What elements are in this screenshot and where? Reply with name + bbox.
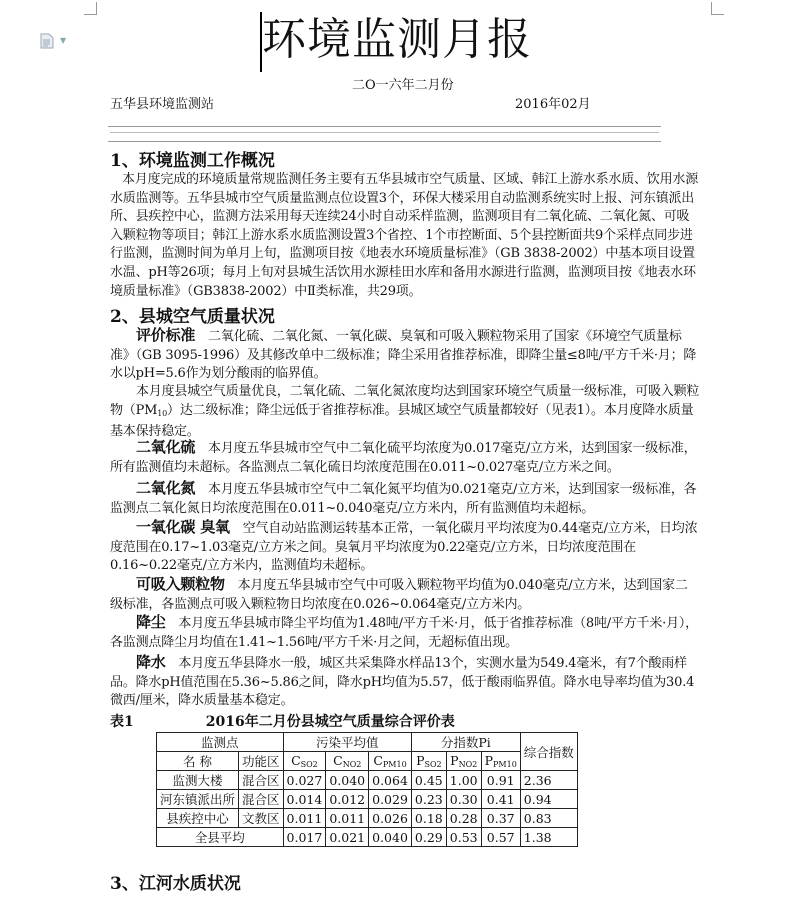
row-name: 河东镇派出所 — [157, 790, 239, 809]
sub-so2: SO2 — [300, 760, 318, 769]
table-subheader-row — [157, 752, 578, 771]
row-p-so2: 0.23 — [411, 790, 446, 809]
header-zone: 功能区 — [239, 752, 284, 771]
table-row — [157, 790, 578, 809]
dust-paragraph — [110, 613, 700, 652]
table-row — [157, 771, 578, 790]
row-zone: 混合区 — [239, 771, 284, 790]
margin-corner-mark-left — [84, 2, 97, 15]
table-number: 表1 — [110, 714, 134, 730]
sub-no2: NO2 — [458, 760, 478, 769]
row-c-no2: 0.040 — [326, 771, 369, 790]
no2-paragraph — [110, 479, 700, 518]
header-p-so2: $P_{SO2}$ — [411, 752, 446, 771]
row-p-so2: 0.45 — [411, 771, 446, 790]
no2-body: 本月度五华县城市空气中二氧化氮平均值为0.021毫克/立方米，达到国家一级标准，各监测点二氧化氮日均浓度范围在0.011~0.040毫克/立方米内，所有监测值均未超标。 — [110, 482, 697, 516]
header-divider — [108, 126, 661, 142]
dust-label: 降尘 — [136, 613, 166, 631]
co-o3-paragraph — [110, 518, 700, 576]
no2-label: 二氧化氮 — [136, 479, 196, 497]
row-p-pm10: 0.41 — [481, 790, 520, 809]
avg-total: 1.38 — [520, 828, 577, 847]
row-c-no2: 0.011 — [326, 809, 369, 828]
summary-paragraph — [110, 383, 700, 442]
sub-so2: SO2 — [424, 760, 442, 769]
air-quality-table — [156, 732, 578, 847]
row-c-pm10: 0.029 — [369, 790, 412, 809]
report-month: 2016年02月 — [515, 97, 591, 112]
pm10-paragraph — [110, 575, 700, 614]
section-heading-3: 3、江河水质状况 — [110, 874, 241, 894]
summary-subscript: 10 — [157, 408, 168, 418]
table-caption — [110, 711, 455, 731]
dust-body: 本月度五华县城市降尘平均值为1.48吨/平方千米·月，低于省推荐标准（8吨/平方千米·月），各监测点降尘月均值在1.41~1.56吨/平方千米·月之间，无超标值出现。 — [110, 616, 698, 650]
section-heading-2: 2、县城空气质量状况 — [110, 307, 275, 327]
co-o3-label: 一氧化碳 臭氧 — [136, 518, 230, 536]
avg-p-no2: 0.53 — [446, 828, 481, 847]
station-name: 五华县环境监测站 — [110, 97, 215, 112]
header-p-pm10: $P_{PM10}$ — [481, 752, 520, 771]
criteria-paragraph — [110, 326, 700, 384]
sub-pm10: PM10 — [382, 760, 407, 769]
row-p-no2: 0.28 — [446, 809, 481, 828]
pm10-label: 可吸入颗粒物 — [136, 575, 225, 593]
row-c-no2: 0.012 — [326, 790, 369, 809]
pm10-body: 本月度五华县城市空气中可吸入颗粒物平均值为0.040毫克/立方米，达到国家二级标准，各监测点可吸入颗粒物日均浓度在0.026~0.064毫克/立方米内。 — [110, 578, 688, 612]
header-c-pm10: $C_{PM10}$ — [369, 752, 412, 771]
summary-text-a: 本月度县城空气质量优良，二氧化硫、二氧化氮浓度均达到国家环境空气质量一级标准，可吸入颗粒物（PM — [110, 384, 700, 418]
so2-label: 二氧化硫 — [136, 438, 196, 456]
row-total: 2.36 — [520, 771, 577, 790]
row-p-no2: 0.30 — [446, 790, 481, 809]
criteria-label: 评价标准 — [136, 326, 196, 344]
row-c-so2: 0.027 — [283, 771, 326, 790]
row-c-so2: 0.014 — [283, 790, 326, 809]
co-o3-body: 空气自动站监测运转基本正常，一氧化碳月平均浓度为0.44毫克/立方米，日均浓度范围在0.17~1.03毫克/立方米之间。臭氧月平均浓度为0.22毫克/立方米，日均浓度范围在0.16~0.22毫克/立方米内，监测值均未超标。 — [110, 521, 698, 574]
header-c-so2: $C_{SO2}$ — [283, 752, 326, 771]
margin-corner-mark-right — [711, 2, 724, 15]
so2-paragraph — [110, 438, 700, 477]
so2-body: 本月度五华县城市空气中二氧化硫平均浓度为0.017毫克/立方米，达到国家一级标准，所有监测值均未超标。各监测点二氧化硫日均浓度范围在0.011~0.027毫克/立方米之间。 — [110, 441, 697, 475]
row-zone: 混合区 — [239, 790, 284, 809]
header-divider-inner — [110, 132, 659, 133]
chevron-down-icon[interactable]: ▼ — [60, 36, 67, 45]
summary-text-b: ）达二级标准；降尘远低于省推荐标准。县城区域空气质量都较好（见表1）。本月度降水质量基本保持稳定。 — [110, 402, 694, 440]
document-icon[interactable] — [40, 33, 54, 49]
avg-p-pm10: 0.57 — [481, 828, 520, 847]
avg-p-so2: 0.29 — [411, 828, 446, 847]
row-c-pm10: 0.026 — [369, 809, 412, 828]
row-p-no2: 1.00 — [446, 771, 481, 790]
header-site: 监测点 — [157, 733, 284, 752]
sub-pm10: PM10 — [493, 760, 517, 769]
row-c-so2: 0.011 — [283, 809, 326, 828]
table-header-row — [157, 733, 578, 752]
table-average-row — [157, 828, 578, 847]
table-title: 2016年二月份县城空气质量综合评价表 — [205, 714, 455, 730]
rain-paragraph — [110, 653, 700, 711]
header-name: 名 称 — [157, 752, 239, 771]
report-title: 环境监测月报 — [262, 14, 532, 65]
rain-label: 降水 — [136, 653, 166, 671]
report-period: 二O一六年二月份 — [352, 78, 454, 93]
criteria-body: 二氧化硫、二氧化氮、一氧化碳、臭氧和可吸入颗粒物采用了国家《环境空气质量标准》（GB 3095-1996）及其修改单中二级标准；降尘采用省推荐标准，即降尘量≤8吨/平方千米·月；降水以pH=5.6作为划分酸雨的临界值。 — [110, 329, 697, 382]
row-p-pm10: 0.91 — [481, 771, 520, 790]
avg-c-so2: 0.017 — [283, 828, 326, 847]
row-p-pm10: 0.37 — [481, 809, 520, 828]
section-heading-1: 1、环境监测工作概况 — [110, 151, 275, 171]
avg-label: 全县平均 — [157, 828, 284, 847]
header-total-index: 综合指数 — [520, 733, 577, 771]
header-p-no2: $P_{NO2}$ — [446, 752, 481, 771]
avg-c-no2: 0.021 — [326, 828, 369, 847]
row-zone: 文教区 — [239, 809, 284, 828]
row-total: 0.94 — [520, 790, 577, 809]
header-concentration: 污染平均值 — [283, 733, 411, 752]
header-c-no2: $C_{NO2}$ — [326, 752, 369, 771]
header-sub-index: 分指数Pi — [411, 733, 520, 752]
sub-no2: NO2 — [342, 760, 362, 769]
row-total: 0.83 — [520, 809, 577, 828]
table-row — [157, 809, 578, 828]
row-c-pm10: 0.064 — [369, 771, 412, 790]
rain-body: 本月度五华县降水一般，城区共采集降水样品13个，实测水量为549.4毫米，有7个酸雨样品。降水pH值范围在5.36~5.86之间，降水pH均值为5.57，低于酸雨临界值。降水电导率均值为30.4微西/厘米，降水质量基本稳定。 — [110, 656, 695, 709]
row-name: 县疾控中心 — [157, 809, 239, 828]
row-name: 监测大楼 — [157, 771, 239, 790]
section-1-body: 本月度完成的环境质量常规监测任务主要有五华县城市空气质量、区域、韩江上游水系水质、饮用水源水质监测等。五华县城市空气质量监测点位设置3个，环保大楼采用自动监测系统实时上报、河东镇派出所、县疾控中心，监测方法采用每天连续24小时自动采样监测，监测项目有二氧化硫、二氧化氮、可吸入颗粒物等项目；韩江上游水系水质监测设置3个省控、1个市控断面、5个县控断面共9个采样点同步进行监测，监测时间为单月上旬，监测项目按《地表水环境质量标准》（GB 3838-2002）中基本项目设置水温、pH等26项；每月上旬对县城生活饮用水源桂田水库和备用水源进行监测，监测项目按《地表水环境质量标准》（GB3838-2002）中Ⅱ类标准，共29项。 — [110, 172, 699, 299]
row-p-so2: 0.18 — [411, 809, 446, 828]
avg-c-pm10: 0.040 — [369, 828, 412, 847]
